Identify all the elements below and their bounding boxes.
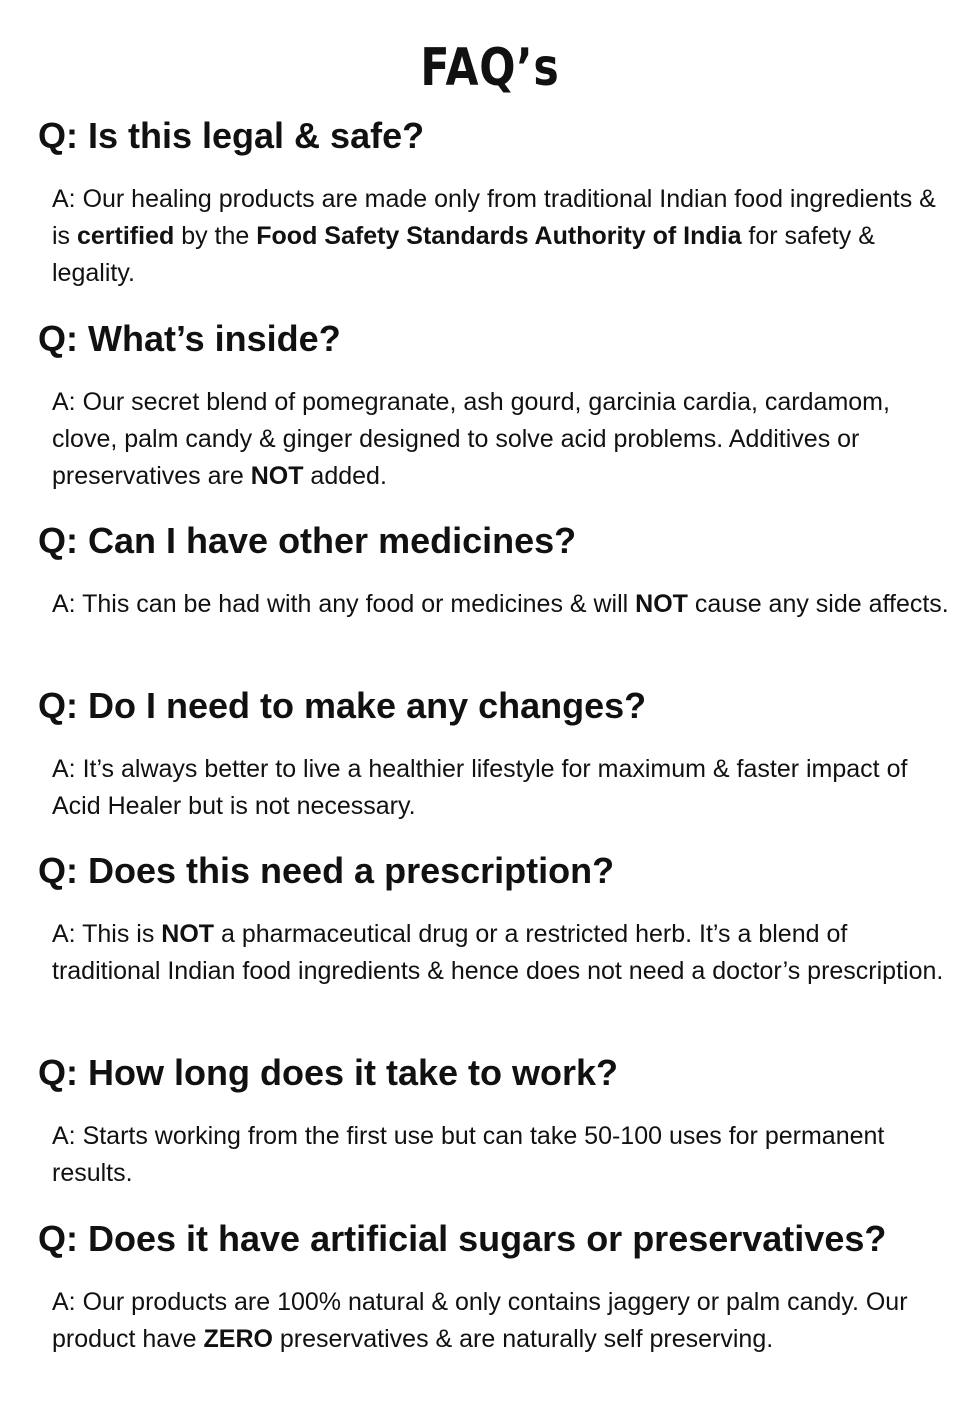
faq-item-legal (0, 115, 980, 292)
faq-answer (0, 751, 980, 825)
answer-text: preservatives & are naturally self preserving. (272, 1325, 774, 1353)
answer-text: by the (174, 222, 257, 250)
faq-question: Q: Do I need to make any changes? (38, 685, 647, 726)
faq-answer (0, 384, 980, 495)
faq-item-medicines (0, 520, 980, 623)
faq-item-prescription (0, 850, 980, 990)
faq-question: Q: What’s inside? (38, 318, 341, 359)
faq-item-duration (0, 1052, 980, 1192)
answer-text: added. (303, 462, 387, 490)
answer-text: cause any side affects. (687, 590, 949, 618)
page-title: FAQ’s (420, 38, 560, 98)
answer-bold-text: ZERO (203, 1325, 273, 1353)
faq-question: Q: Does it have artificial sugars or preservatives? (38, 1218, 887, 1259)
answer-bold-text: NOT (635, 590, 688, 618)
faq-question: Q: Does this need a prescription? (38, 850, 615, 891)
faq-answer (0, 586, 980, 623)
answer-text: A: This is (52, 920, 162, 948)
faq-question: Q: Is this legal & safe? (38, 115, 425, 156)
faq-item-changes (0, 685, 980, 825)
answer-bold-text: NOT (250, 462, 304, 490)
answer-bold-text: NOT (161, 920, 215, 948)
answer-bold-text: Food Safety Standards Authority of India (256, 222, 742, 250)
answer-text: A: Starts working from the first use but can take 50-100 uses for permanent results. (52, 1122, 885, 1187)
faq-answer (0, 181, 980, 292)
faq-item-sugars (0, 1218, 980, 1358)
answer-text: for safety & legality. (52, 222, 875, 287)
answer-text: A: Our secret blend of pomegranate, ash gourd, garcinia cardia, cardamom, clove, palm candy & ginger designed to solve acid problems. Additives or preservatives are (52, 388, 890, 490)
answer-text: A: It’s always better to live a healthier lifestyle for maximum & faster impact of Acid Healer but is not necessary. (52, 755, 908, 820)
answer-text: A: This can be had with any food or medicines & will (52, 590, 636, 618)
answer-text: A: Our healing products are made only from traditional Indian food ingredients & is (52, 185, 936, 250)
faq-answer (0, 916, 980, 990)
faq-question: Q: How long does it take to work? (38, 1052, 619, 1093)
answer-bold-text: certified (77, 222, 175, 250)
faq-answer (0, 1284, 980, 1358)
faq-item-ingredients (0, 318, 980, 495)
faq-answer (0, 1118, 980, 1192)
faq-question: Q: Can I have other medicines? (38, 520, 577, 561)
answer-text: A: Our products are 100% natural & only contains jaggery or palm candy. Our product have (52, 1288, 908, 1353)
answer-text: a pharmaceutical drug or a restricted herb. It’s a blend of traditional Indian food ingredients & hence does not need a doctor’s prescription. (52, 920, 944, 985)
